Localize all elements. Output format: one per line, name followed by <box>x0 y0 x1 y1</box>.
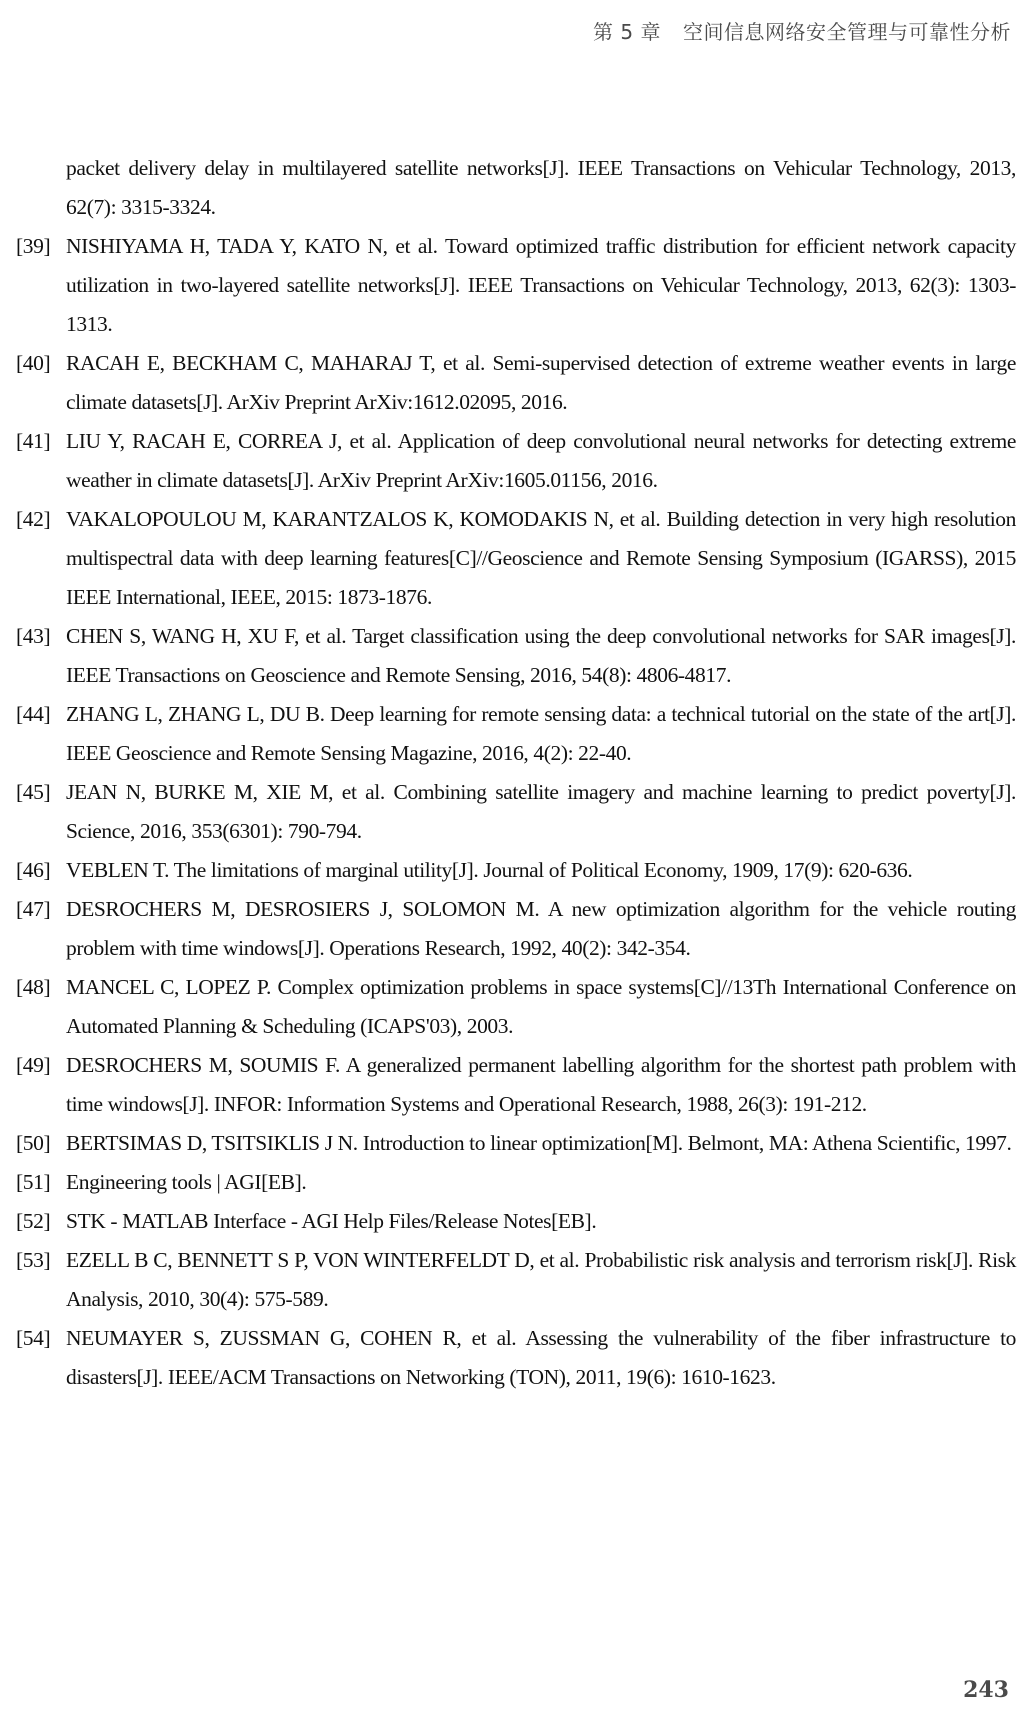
reference-item <box>16 695 1016 773</box>
reference-number: [51] <box>16 1170 51 1194</box>
reference-text: NEUMAYER S, ZUSSMAN G, COHEN R, et al. Assessing the vulnerability of the fiber infrastructure to disasters[J]. IEEE/ACM Transactions on Networking (TON), 2011, 19(6): 1610-1623. <box>66 1326 1016 1389</box>
reference-number: [53] <box>16 1248 51 1272</box>
reference-item <box>16 227 1016 344</box>
reference-item <box>16 422 1016 500</box>
reference-item <box>16 1046 1016 1124</box>
chapter-label: 第 5 章 <box>593 20 661 44</box>
reference-item <box>16 617 1016 695</box>
reference-item <box>16 344 1016 422</box>
reference-item <box>16 1202 1016 1241</box>
reference-number: [49] <box>16 1053 51 1077</box>
reference-number: [45] <box>16 780 51 804</box>
reference-item <box>16 890 1016 968</box>
reference-number: [50] <box>16 1131 51 1155</box>
reference-text: DESROCHERS M, SOUMIS F. A generalized permanent labelling algorithm for the shortest path problem with time windows[J]. INFOR: Information Systems and Operational Research, 1988, 26(3): 191-212. <box>66 1053 1016 1116</box>
reference-text: VEBLEN T. The limitations of marginal utility[J]. Journal of Political Economy, 1909, 17(9): 620-636. <box>66 858 913 882</box>
reference-text: NISHIYAMA H, TADA Y, KATO N, et al. Toward optimized traffic distribution for efficient network capacity utilization in two-layered satellite networks[J]. IEEE Transactions on Vehicular Technology, 2013, 62(3): 1303-1313. <box>66 234 1016 336</box>
reference-item <box>16 968 1016 1046</box>
reference-text: LIU Y, RACAH E, CORREA J, et al. Application of deep convolutional neural networks for detecting extreme weather in climate datasets[J]. ArXiv Preprint ArXiv:1605.01156, 2016. <box>66 429 1016 492</box>
reference-list <box>16 149 1016 1397</box>
reference-number: [42] <box>16 507 51 531</box>
page-number: 243 <box>963 1677 1009 1703</box>
running-header <box>593 16 1011 45</box>
reference-number: [39] <box>16 234 51 258</box>
reference-text: BERTSIMAS D, TSITSIKLIS J N. Introduction to linear optimization[M]. Belmont, MA: Athena Scientific, 1997. <box>66 1131 1012 1155</box>
reference-item <box>16 851 1016 890</box>
reference-text: EZELL B C, BENNETT S P, VON WINTERFELDT D, et al. Probabilistic risk analysis and terrorism risk[J]. Risk Analysis, 2010, 30(4): 575-589. <box>66 1248 1016 1311</box>
reference-item <box>16 1319 1016 1397</box>
reference-item <box>16 1163 1016 1202</box>
reference-text: MANCEL C, LOPEZ P. Complex optimization problems in space systems[C]//13Th International Conference on Automated Planning & Scheduling (ICAPS'03), 2003. <box>66 975 1016 1038</box>
reference-item <box>16 1124 1016 1163</box>
reference-item <box>16 500 1016 617</box>
reference-text: packet delivery delay in multilayered satellite networks[J]. IEEE Transactions on Vehicular Technology, 2013, 62(7): 3315-3324. <box>66 156 1016 219</box>
reference-number: [40] <box>16 351 51 375</box>
reference-text: CHEN S, WANG H, XU F, et al. Target classification using the deep convolutional networks for SAR images[J]. IEEE Transactions on Geoscience and Remote Sensing, 2016, 54(8): 4806-4817. <box>66 624 1016 687</box>
reference-number: [54] <box>16 1326 51 1350</box>
reference-number: [48] <box>16 975 51 999</box>
reference-text: ZHANG L, ZHANG L, DU B. Deep learning for remote sensing data: a technical tutorial on the state of the art[J]. IEEE Geoscience and Remote Sensing Magazine, 2016, 4(2): 22-40. <box>66 702 1016 765</box>
reference-number: [47] <box>16 897 51 921</box>
reference-text: JEAN N, BURKE M, XIE M, et al. Combining satellite imagery and machine learning to predict poverty[J]. Science, 2016, 353(6301): 790-794. <box>66 780 1016 843</box>
reference-number: [46] <box>16 858 51 882</box>
reference-text: Engineering tools | AGI[EB]. <box>66 1170 307 1194</box>
reference-text: RACAH E, BECKHAM C, MAHARAJ T, et al. Semi-supervised detection of extreme weather events in large climate datasets[J]. ArXiv Preprint ArXiv:1612.02095, 2016. <box>66 351 1016 414</box>
reference-text: STK - MATLAB Interface - AGI Help Files/Release Notes[EB]. <box>66 1209 597 1233</box>
reference-text: DESROCHERS M, DESROSIERS J, SOLOMON M. A new optimization algorithm for the vehicle routing problem with time windows[J]. Operations Research, 1992, 40(2): 342-354. <box>66 897 1016 960</box>
reference-text: VAKALOPOULOU M, KARANTZALOS K, KOMODAKIS N, et al. Building detection in very high resolution multispectral data with deep learning features[C]//Geoscience and Remote Sensing Symposium (IGARSS), 2015 IEEE International, IEEE, 2015: 1873-1876. <box>66 507 1016 609</box>
reference-number: [43] <box>16 624 51 648</box>
reference-item <box>16 149 1016 227</box>
reference-number: [52] <box>16 1209 51 1233</box>
reference-number: [44] <box>16 702 51 726</box>
chapter-title: 空间信息网络安全管理与可靠性分析 <box>683 20 1011 44</box>
reference-item <box>16 773 1016 851</box>
reference-item <box>16 1241 1016 1319</box>
reference-number: [41] <box>16 429 51 453</box>
